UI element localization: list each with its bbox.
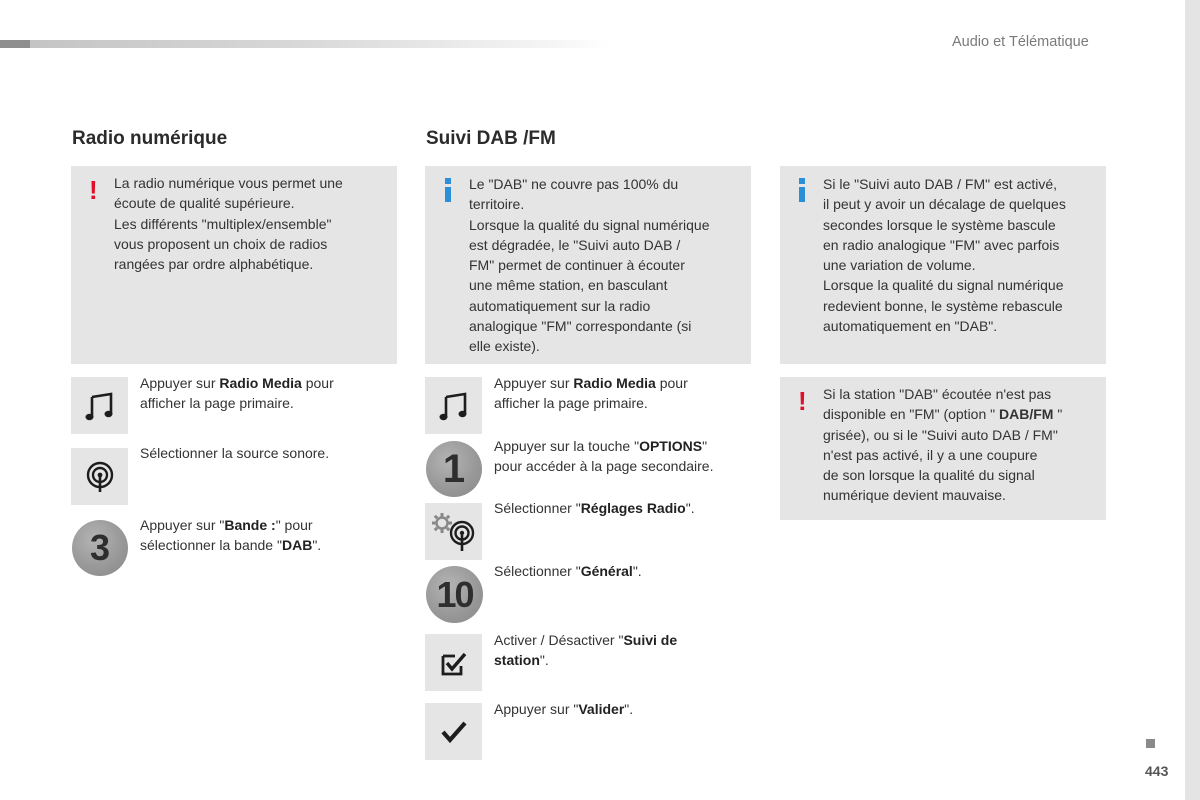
middle-step-6-text: Appuyer sur "Valider". bbox=[494, 701, 634, 717]
warning-icon: ! bbox=[89, 175, 98, 205]
warning-text: La radio numérique vous permet une écoute de qualité supérieure. Les différents "multiplex/ensemble" vous proposent un choix de radios rangées par ordre alphabétique. bbox=[114, 175, 343, 273]
middle-step-4-text: Sélectionner "Général". bbox=[494, 563, 642, 579]
step-number-badge: 1 bbox=[426, 441, 482, 497]
header-title: Audio et Télématique bbox=[952, 34, 1089, 50]
side-strip bbox=[1185, 0, 1200, 800]
step-number-badge: 10 bbox=[426, 566, 483, 623]
checkmark-icon bbox=[425, 703, 482, 760]
checkbox-icon bbox=[425, 634, 482, 691]
header-bar bbox=[0, 40, 610, 48]
page-marker bbox=[1146, 739, 1155, 748]
left-step-2-text: Sélectionner la source sonore. bbox=[140, 445, 330, 461]
section-title-radio-numerique: Radio numérique bbox=[72, 128, 228, 149]
left-step-1-text: Appuyer sur Radio Media pour afficher la page primaire. bbox=[140, 375, 334, 412]
section-title-suivi-dab-fm: Suivi DAB /FM bbox=[426, 128, 556, 149]
step-number-badge: 3 bbox=[72, 520, 128, 576]
warning-text: Si la station "DAB" écoutée n'est pas disponible en "FM" (option " DAB/FM " grisée), ou si le "Suivi auto DAB / FM" n'est pas activé, il y a une coupure de son lorsque la qualité du signal numérique devient mauvaise. bbox=[823, 386, 1063, 504]
warning-icon: ! bbox=[798, 386, 807, 416]
radio-settings-icon bbox=[425, 503, 482, 560]
middle-step-1-text: Appuyer sur Radio Media pour afficher la page primaire. bbox=[494, 375, 688, 412]
info-text: Le "DAB" ne couvre pas 100% du territoire. Lorsque la qualité du signal numérique est dégradée, le "Suivi auto DAB / FM" permet de continuer à écouter une même station, en basculant automatiquement sur la radio analogique "FM" correspondante (si elle existe). bbox=[469, 176, 710, 355]
page-number: 443 bbox=[1145, 763, 1169, 779]
music-note-icon bbox=[425, 377, 482, 434]
left-step-3-text: Appuyer sur "Bande :" pour sélectionner la bande "DAB". bbox=[140, 517, 322, 554]
radio-source-icon bbox=[71, 448, 128, 505]
music-note-icon bbox=[71, 377, 128, 434]
info-icon bbox=[799, 178, 805, 202]
middle-step-5-text: Activer / Désactiver "Suivi de station". bbox=[494, 632, 678, 669]
middle-step-2-text: Appuyer sur la touche "OPTIONS" pour accéder à la page secondaire. bbox=[494, 438, 714, 475]
middle-step-3-text: Sélectionner "Réglages Radio". bbox=[494, 500, 695, 516]
info-text: Si le "Suivi auto DAB / FM" est activé, il peut y avoir un décalage de quelques secondes lorsque le système bascule en radio analogique "FM" avec parfois une variation de volume. Lorsque la qualité du signal numérique redevient bonne, le système rebascule automatiquement en "DAB". bbox=[823, 176, 1066, 335]
info-icon bbox=[445, 178, 451, 202]
